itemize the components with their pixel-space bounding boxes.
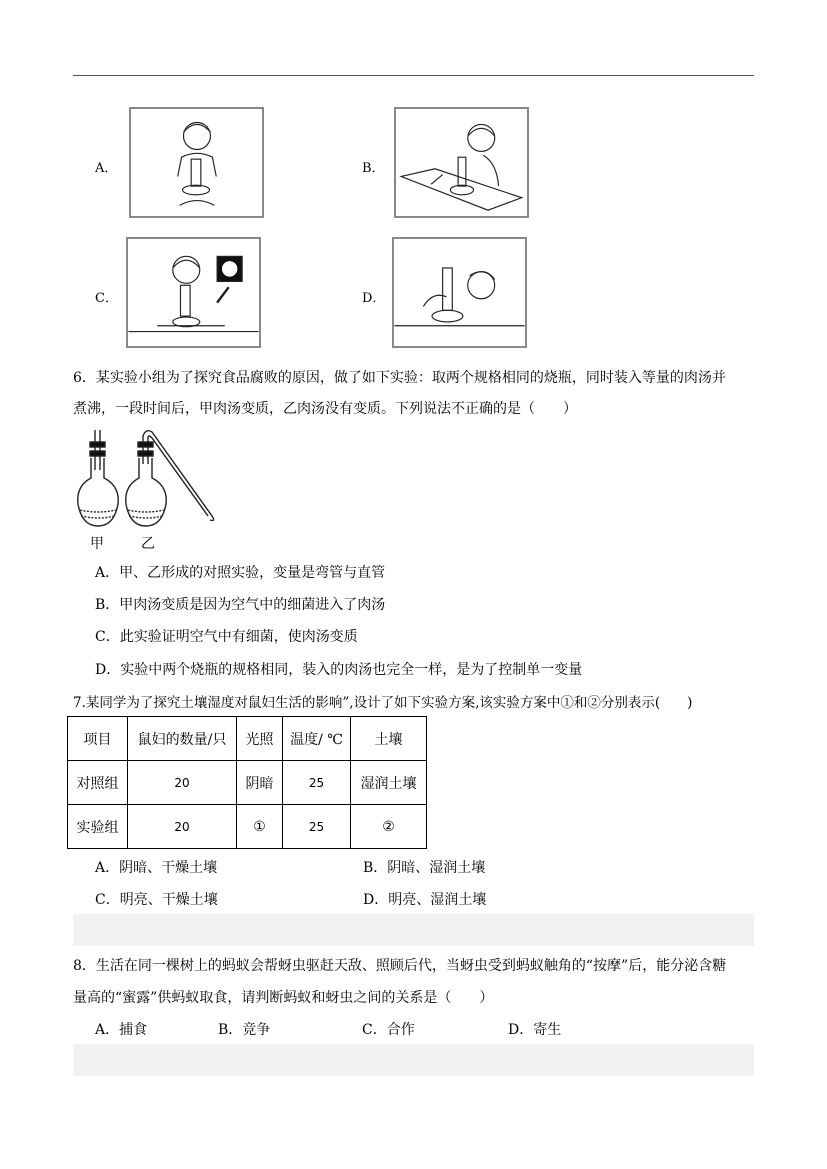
table-cell: 25 — [283, 761, 351, 805]
table-cell: 实验组 — [68, 805, 128, 849]
q6-option-c[interactable]: C．此实验证明空气中有细菌，使肉汤变质 — [95, 629, 358, 645]
q7-option-c[interactable]: C．明亮、干燥土壤 — [95, 892, 218, 908]
q8-option-b[interactable]: B．竞争 — [218, 1022, 271, 1038]
q5-option-c-image[interactable] — [126, 237, 261, 348]
q5-option-b-image[interactable] — [394, 107, 529, 218]
q5-option-d-image[interactable] — [392, 237, 527, 348]
table-header-cell: 项目 — [68, 717, 128, 761]
q6-option-a[interactable]: A．甲、乙形成的对照实验，变量是弯管与直管 — [95, 565, 386, 581]
q6-option-b[interactable]: B．甲肉汤变质是因为空气中的细菌进入了肉汤 — [95, 597, 386, 613]
table-header-cell: 光照 — [237, 717, 283, 761]
table-cell: ② — [351, 805, 427, 849]
q7-option-d[interactable]: D．明亮、湿润土壤 — [363, 892, 487, 908]
table-cell: 25 — [283, 805, 351, 849]
table-row — [68, 761, 427, 805]
table-header-cell: 土壤 — [351, 717, 427, 761]
q6-stem-line2: 煮沸，一段时间后，甲肉汤变质，乙肉汤没有变质。下列说法不正确的是（ ） — [73, 401, 577, 417]
q8-stem-line1: 8．生活在同一棵树上的蚂蚁会帮蚜虫驱赶天敌、照顾后代，当蚜虫受到蚂蚁触角的“按摩”后，能分泌含糖 — [73, 958, 727, 974]
q7-option-a[interactable]: A．阴暗、干燥土壤 — [95, 860, 218, 876]
q8-stem-line2: 量高的“蜜露”供蚂蚁取食，请判断蚂蚁和蚜虫之间的关系是（ ） — [73, 990, 494, 1006]
table-row — [68, 805, 427, 849]
q5-option-a-image[interactable] — [129, 107, 264, 218]
flask-label-yi: 乙 — [141, 536, 155, 552]
table-cell: 阴暗 — [237, 761, 283, 805]
q8-option-a[interactable]: A．捕食 — [95, 1022, 148, 1038]
answer-area-shade — [73, 914, 754, 946]
q5-option-d-label[interactable]: D． — [362, 291, 386, 306]
q5-option-b-label[interactable]: B． — [362, 161, 385, 176]
q6-option-d[interactable]: D．实验中两个烧瓶的规格相同，装入的肉汤也完全一样，是为了控制单一变量 — [95, 662, 583, 678]
table-cell: 20 — [128, 805, 237, 849]
table-header-cell: 温度/ ℃ — [283, 717, 351, 761]
q5-option-a-label[interactable]: A． — [95, 161, 118, 176]
q7-table — [67, 716, 427, 849]
q8-option-c[interactable]: C．合作 — [362, 1022, 415, 1038]
flask-diagram — [76, 428, 216, 528]
answer-area-shade — [73, 1044, 754, 1076]
q5-option-c-label[interactable]: C． — [95, 291, 118, 306]
q7-stem: 7.某同学为了探究土壤湿度对鼠妇生活的影响”,设计了如下实验方案,该实验方案中①和②分别表示( ) — [73, 695, 693, 711]
table-cell: 20 — [128, 761, 237, 805]
table-cell: 湿润土壤 — [351, 761, 427, 805]
q8-option-d[interactable]: D．寄生 — [508, 1022, 562, 1038]
header-rule — [73, 75, 754, 76]
table-cell: 对照组 — [68, 761, 128, 805]
table-header-row — [68, 717, 427, 761]
flask-label-jia: 甲 — [90, 536, 104, 552]
q7-option-b[interactable]: B．阴暗、湿润土壤 — [363, 860, 486, 876]
table-header-cell: 鼠妇的数量/只 — [128, 717, 237, 761]
table-cell: ① — [237, 805, 283, 849]
q6-stem-line1: 6．某实验小组为了探究食品腐败的原因，做了如下实验：取两个规格相同的烧瓶，同时装入等量的肉汤并 — [73, 370, 726, 386]
